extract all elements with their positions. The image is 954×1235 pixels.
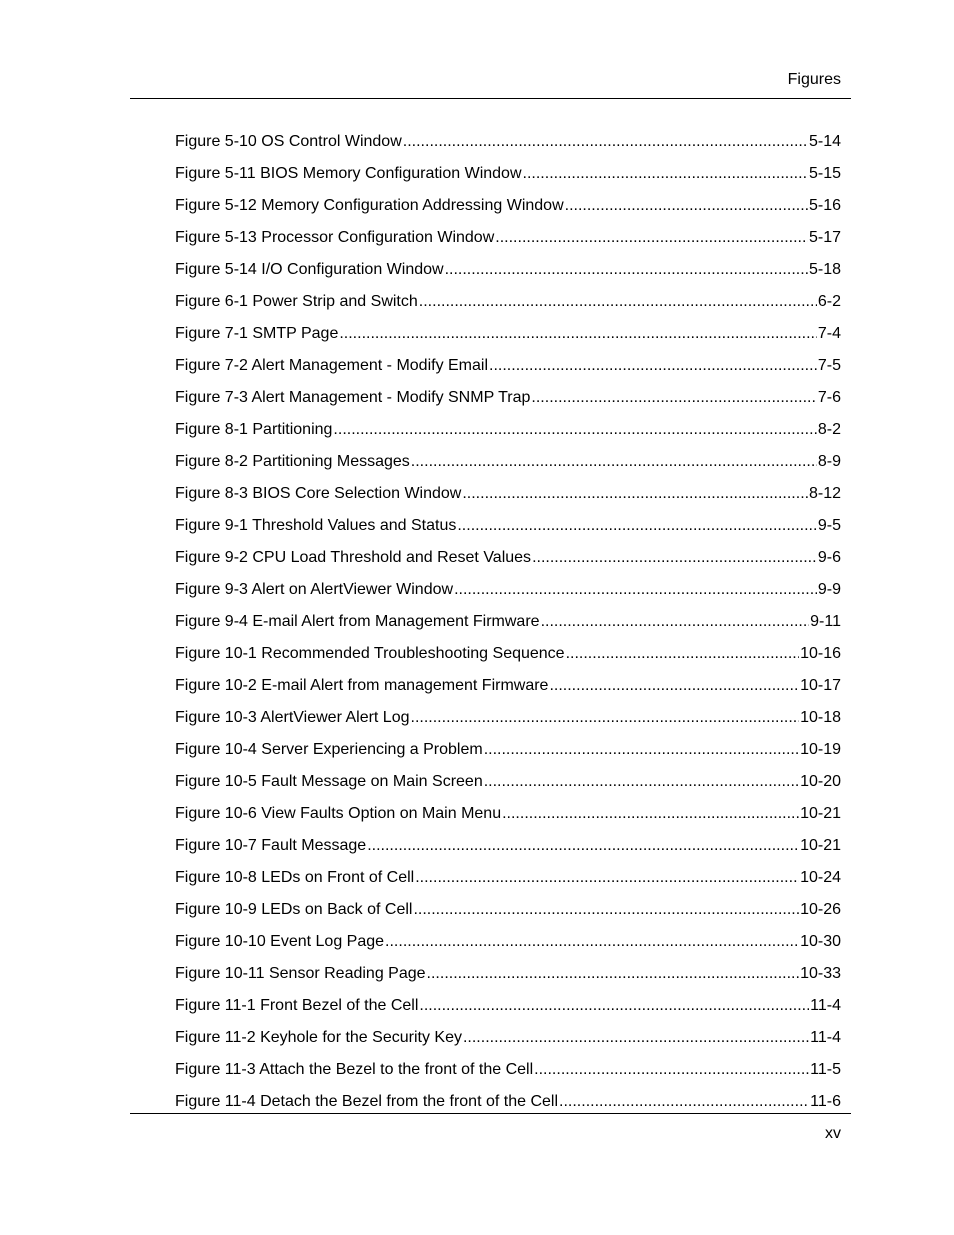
toc-entry-label: Figure 9-1 Threshold Values and Status: [175, 517, 457, 534]
toc-entry[interactable]: [175, 290, 841, 322]
dot-leader: [427, 962, 800, 986]
toc-entry[interactable]: [175, 802, 841, 834]
toc-entry-page: 10-16: [800, 645, 841, 662]
dot-leader: [565, 194, 808, 218]
toc-entry[interactable]: [175, 130, 841, 162]
toc-entry-page: 10-26: [800, 901, 841, 918]
toc-entry-page: 5-14: [808, 133, 841, 150]
toc-entry-label: Figure 10-10 Event Log Page: [175, 933, 385, 950]
toc-entry-page: 8-9: [817, 453, 841, 470]
dot-leader: [502, 802, 799, 826]
toc-entry[interactable]: [175, 866, 841, 898]
toc-entry-label: Figure 9-2 CPU Load Threshold and Reset Values: [175, 549, 532, 566]
toc-entry-page: 11-4: [810, 1029, 841, 1046]
toc-entry[interactable]: [175, 738, 841, 770]
toc-entry-page: 6-2: [817, 293, 841, 310]
toc-entry-label: Figure 11-3 Attach the Bezel to the front of the Cell: [175, 1061, 534, 1078]
toc-entry-page: 9-11: [810, 613, 841, 630]
toc-entry-label: Figure 11-1 Front Bezel of the Cell: [175, 997, 419, 1014]
dot-leader: [445, 258, 808, 282]
toc-entry-page: 5-16: [808, 197, 841, 214]
header-rule: [130, 98, 851, 99]
toc-entry[interactable]: [175, 354, 841, 386]
footer-rule: [130, 1113, 851, 1114]
toc-entry[interactable]: [175, 546, 841, 578]
toc-entry-page: 7-4: [817, 325, 841, 342]
toc-entry[interactable]: [175, 194, 841, 226]
dot-leader: [495, 226, 808, 250]
toc-entry-page: 5-18: [808, 261, 841, 278]
dot-leader: [367, 834, 799, 858]
running-header-title: Figures: [787, 71, 841, 88]
toc-entry-label: Figure 10-4 Server Experiencing a Problem: [175, 741, 483, 758]
toc-entry-page: 9-6: [817, 549, 841, 566]
toc-entry[interactable]: [175, 322, 841, 354]
toc-entry-page: 11-6: [810, 1093, 841, 1110]
toc-entry-page: 10-19: [800, 741, 841, 758]
toc-entry-label: Figure 11-4 Detach the Bezel from the front of the Cell: [175, 1093, 559, 1110]
toc-entry[interactable]: [175, 258, 841, 290]
dot-leader: [462, 482, 808, 506]
dot-leader: [489, 354, 817, 378]
dot-leader: [484, 770, 799, 794]
toc-entry-page: 10-21: [800, 837, 841, 854]
toc-entry-page: 5-17: [808, 229, 841, 246]
toc-entry-label: Figure 11-2 Keyhole for the Security Key: [175, 1029, 462, 1046]
toc-entry-label: Figure 10-5 Fault Message on Main Screen: [175, 773, 483, 790]
toc-entry-label: Figure 8-3 BIOS Core Selection Window: [175, 485, 462, 502]
dot-leader: [484, 738, 799, 762]
dot-leader: [413, 898, 799, 922]
page-number: xv: [825, 1125, 841, 1142]
dot-leader: [532, 546, 817, 570]
toc-entry-label: Figure 10-7 Fault Message: [175, 837, 367, 854]
toc-entry-page: 7-5: [817, 357, 841, 374]
dot-leader: [419, 290, 817, 314]
toc-entry-page: 10-21: [800, 805, 841, 822]
toc-entry-label: Figure 5-10 OS Control Window: [175, 133, 402, 150]
dot-leader: [385, 930, 799, 954]
dot-leader: [559, 1090, 809, 1114]
dot-leader: [566, 642, 800, 666]
toc-entry-page: 10-24: [800, 869, 841, 886]
toc-entry-page: 9-5: [817, 517, 841, 534]
toc-entry-label: Figure 10-1 Recommended Troubleshooting Sequence: [175, 645, 565, 662]
toc-entry-page: 5-15: [808, 165, 841, 182]
dot-leader: [549, 674, 799, 698]
dot-leader: [339, 322, 817, 346]
dot-leader: [415, 866, 799, 890]
toc-entry-label: Figure 9-4 E-mail Alert from Management Firmware: [175, 613, 540, 630]
toc-entry-page: 7-6: [817, 389, 841, 406]
dot-leader: [411, 450, 817, 474]
dot-leader: [463, 1026, 809, 1050]
toc-entry-page: 11-5: [810, 1061, 841, 1078]
toc-entry-page: 8-2: [817, 421, 841, 438]
toc-entry-page: 10-33: [800, 965, 841, 982]
toc-entry[interactable]: [175, 1058, 841, 1090]
dot-leader: [333, 418, 816, 442]
toc-entry[interactable]: [175, 386, 841, 418]
toc-entry-label: Figure 7-2 Alert Management - Modify Email: [175, 357, 489, 374]
toc-entry-label: Figure 7-3 Alert Management - Modify SNMP Trap: [175, 389, 531, 406]
toc-entry-page: 10-20: [800, 773, 841, 790]
toc-entry[interactable]: [175, 578, 841, 610]
toc-entry-label: Figure 10-3 AlertViewer Alert Log: [175, 709, 410, 726]
toc-entry-label: Figure 5-13 Processor Configuration Window: [175, 229, 495, 246]
toc-entry[interactable]: [175, 514, 841, 546]
toc-entry[interactable]: [175, 642, 841, 674]
toc-entry[interactable]: [175, 674, 841, 706]
toc-entry-label: Figure 10-2 E-mail Alert from management Firmware: [175, 677, 549, 694]
toc-entry[interactable]: [175, 962, 841, 994]
toc-entry-page: 10-17: [800, 677, 841, 694]
toc-entry-page: 11-4: [810, 997, 841, 1014]
dot-leader: [419, 994, 809, 1018]
dot-leader: [534, 1058, 809, 1082]
toc-entry[interactable]: [175, 226, 841, 258]
toc-entry-label: Figure 6-1 Power Strip and Switch: [175, 293, 418, 310]
toc-entry-label: Figure 9-3 Alert on AlertViewer Window: [175, 581, 454, 598]
toc-entry[interactable]: [175, 898, 841, 930]
toc-entry[interactable]: [175, 1090, 841, 1122]
toc-entry-label: Figure 5-12 Memory Configuration Addressing Window: [175, 197, 564, 214]
toc-entry-label: Figure 10-6 View Faults Option on Main Menu: [175, 805, 502, 822]
dot-leader: [541, 610, 810, 634]
toc-entry-label: Figure 5-11 BIOS Memory Configuration Window: [175, 165, 522, 182]
toc-entry-label: Figure 7-1 SMTP Page: [175, 325, 339, 342]
dot-leader: [523, 162, 808, 186]
toc-entry-page: 9-9: [817, 581, 841, 598]
toc-entry-label: Figure 10-9 LEDs on Back of Cell: [175, 901, 413, 918]
toc-entry-page: 10-18: [800, 709, 841, 726]
toc-entry-label: Figure 10-11 Sensor Reading Page: [175, 965, 426, 982]
toc-entry[interactable]: [175, 418, 841, 450]
toc-entry[interactable]: [175, 930, 841, 962]
toc-entry-label: Figure 5-14 I/O Configuration Window: [175, 261, 444, 278]
dot-leader: [457, 514, 817, 538]
toc-entry[interactable]: [175, 610, 841, 642]
toc-entry[interactable]: [175, 450, 841, 482]
toc-entry[interactable]: [175, 482, 841, 514]
toc-entry[interactable]: [175, 770, 841, 802]
list-of-figures: [175, 130, 841, 1122]
toc-entry-page: 10-30: [800, 933, 841, 950]
dot-leader: [411, 706, 800, 730]
dot-leader: [403, 130, 808, 154]
toc-entry[interactable]: [175, 994, 841, 1026]
toc-entry-label: Figure 8-2 Partitioning Messages: [175, 453, 410, 470]
toc-entry[interactable]: [175, 834, 841, 866]
toc-entry-label: Figure 8-1 Partitioning: [175, 421, 333, 438]
toc-entry[interactable]: [175, 706, 841, 738]
dot-leader: [531, 386, 816, 410]
toc-entry-label: Figure 10-8 LEDs on Front of Cell: [175, 869, 415, 886]
toc-entry-page: 8-12: [808, 485, 841, 502]
toc-entry[interactable]: [175, 1026, 841, 1058]
toc-entry[interactable]: [175, 162, 841, 194]
dot-leader: [454, 578, 817, 602]
